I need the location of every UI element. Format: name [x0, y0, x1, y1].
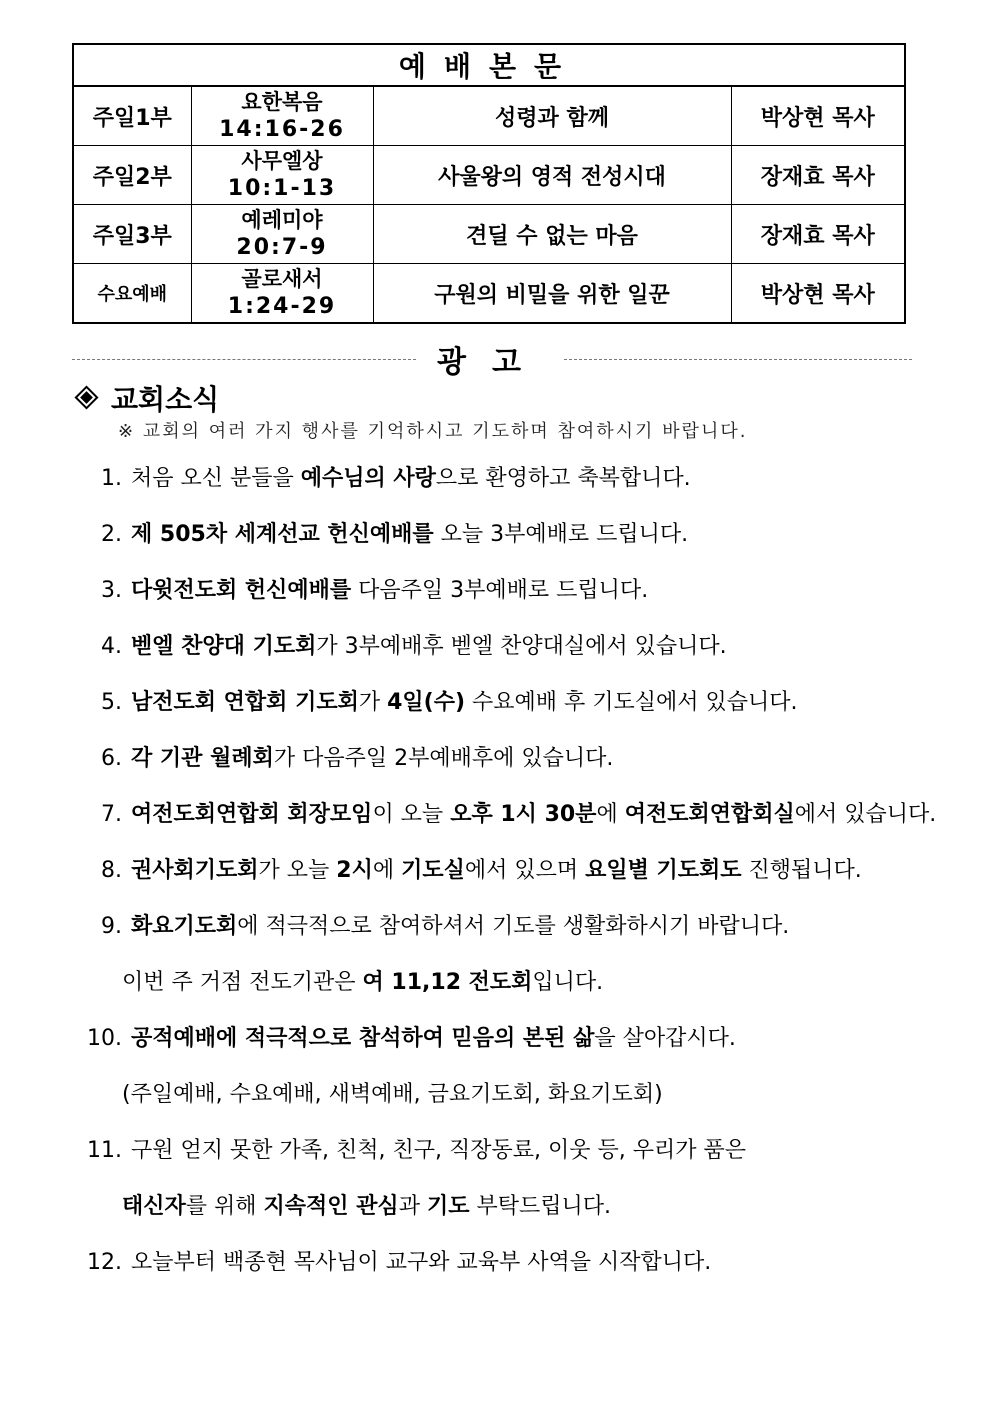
item-text: 입니다. [532, 970, 604, 995]
scripture-ref [191, 146, 373, 205]
item-number: 10. [87, 1026, 122, 1051]
item-text: 이 오늘 [372, 802, 451, 827]
item-number: 7. [101, 802, 122, 827]
item-text: 을 살아갑시다. [594, 1026, 736, 1051]
highlight-text: 공적예배에 적극적으로 참석하여 믿음의 본된 삶 [131, 1026, 595, 1051]
announcement-item [70, 685, 950, 716]
highlight-text: 기도실 [401, 858, 465, 883]
diamond-bullet-icon [75, 386, 99, 410]
scripture-ref [191, 264, 373, 324]
highlight-text: 각 기관 월례회 [131, 746, 274, 771]
scripture-verse: 14:16-26 [219, 117, 345, 142]
highlight-text: 화요기도회 [131, 914, 238, 939]
table-header: 예배본문 [73, 44, 905, 86]
highlight-text: 오후 1시 30분 [450, 802, 597, 827]
item-text: 에 [596, 802, 625, 827]
table-row [73, 86, 905, 146]
sermon-title: 견딜 수 없는 마음 [373, 205, 731, 264]
highlight-text: 기도 [426, 1194, 470, 1219]
announcement-item [122, 1077, 992, 1108]
item-text: 진행됩니다. [741, 858, 862, 883]
highlight-text: 다윗전도회 헌신예배를 [131, 578, 352, 603]
item-text: 에 [372, 858, 402, 883]
announcement-item [122, 1189, 992, 1220]
table-row [73, 205, 905, 264]
item-number: 8. [101, 858, 122, 883]
preacher: 장재효 목사 [731, 205, 905, 264]
scripture-book: 사무엘상 [241, 149, 323, 173]
item-number: 2. [101, 522, 122, 547]
sermon-title: 사울왕의 영적 전성시대 [373, 146, 731, 205]
highlight-text: 예수님의 사랑 [300, 466, 436, 491]
item-number: 6. [101, 746, 122, 771]
service-name: 수요예배 [73, 264, 191, 324]
item-text: 부탁드립니다. [469, 1194, 611, 1219]
section-title: 교회소식 [111, 383, 220, 416]
item-text: 구원 얻지 못한 가족, 친척, 친구, 직장동료, 이웃 등, 우리가 품은 [131, 1138, 746, 1163]
item-text: 다음주일 3부예배로 드립니다. [351, 578, 649, 603]
scripture-verse: 1:24-29 [227, 294, 337, 319]
item-text: 이번 주 거점 전도기관은 [122, 970, 363, 995]
announcement-item [122, 965, 992, 996]
scripture-ref [191, 205, 373, 264]
announcement-item [70, 629, 950, 660]
highlight-text: 벧엘 찬양대 기도회 [131, 634, 317, 659]
announcement-item [70, 573, 950, 604]
item-number: 11. [87, 1138, 122, 1163]
section-heading [75, 378, 219, 418]
highlight-text: 태신자 [122, 1194, 186, 1219]
item-number: 1. [101, 466, 122, 491]
item-text: 가 3부예배후 벧엘 찬양대실에서 있습니다. [316, 634, 727, 659]
item-number: 12. [87, 1250, 122, 1275]
item-text: 오늘 3부예배로 드립니다. [433, 522, 689, 547]
highlight-text: 제 505차 세계선교 헌신예배를 [131, 522, 434, 547]
item-text: 가 오늘 [258, 858, 337, 883]
item-text: 가 [358, 690, 388, 715]
item-text: 으로 환영하고 축복합니다. [435, 466, 691, 491]
scripture-book: 골로새서 [241, 267, 323, 291]
section-note: ※ 교회의 여러 가지 행사를 기억하시고 기도하며 참여하시기 바랍니다. [118, 421, 748, 442]
preacher: 장재효 목사 [731, 146, 905, 205]
preacher: 박상현 목사 [731, 264, 905, 324]
preacher: 박상현 목사 [731, 86, 905, 146]
announcement-item [70, 741, 950, 772]
sermon-title: 구원의 비밀을 위한 일꾼 [373, 264, 731, 324]
highlight-text: 4일(수) [387, 690, 466, 715]
item-text: 오늘부터 백종현 목사님이 교구와 교육부 사역을 시작합니다. [131, 1250, 712, 1275]
table-row [73, 146, 905, 205]
announcement-item [70, 909, 950, 940]
item-text: 에서 있습니다. [794, 802, 937, 827]
highlight-text: 권사회기도회 [131, 858, 259, 883]
table-row [73, 264, 905, 324]
highlight-text: 남전도회 연합회 기도회 [131, 690, 359, 715]
scripture-book: 요한복음 [241, 90, 323, 114]
item-number: 4. [101, 634, 122, 659]
worship-scripture-table [72, 43, 906, 324]
announcement-item [70, 517, 950, 548]
scripture-verse: 10:1-13 [227, 176, 337, 201]
service-name: 주일3부 [73, 205, 191, 264]
item-number: 3. [101, 578, 122, 603]
highlight-text: 여전도회연합회 회장모임 [131, 802, 373, 827]
service-name: 주일1부 [73, 86, 191, 146]
announcements-title: 광고 [437, 345, 547, 380]
item-text: 수요예배 후 기도실에서 있습니다. [465, 690, 798, 715]
highlight-text: 2시 [336, 858, 373, 883]
item-text: 처음 오신 분들을 [131, 466, 301, 491]
announcement-item [70, 853, 950, 884]
announcement-item [70, 1245, 950, 1276]
highlight-text: 여전도회연합회실 [624, 802, 795, 827]
item-text: 가 다음주일 2부예배후에 있습니다. [273, 746, 614, 771]
item-text: 를 위해 [185, 1194, 264, 1219]
announcement-item [70, 1021, 950, 1052]
divider [72, 359, 416, 360]
item-text: (주일예배, 수요예배, 새벽예배, 금요기도회, 화요기도회) [122, 1082, 663, 1107]
item-text: 에서 있으며 [464, 858, 586, 883]
announcements-header [72, 337, 912, 380]
highlight-text: 여 11,12 전도회 [362, 970, 533, 995]
item-text: 과 [398, 1194, 427, 1219]
announcement-item [70, 461, 950, 492]
highlight-text: 요일별 기도회도 [585, 858, 742, 883]
service-name: 주일2부 [73, 146, 191, 205]
item-text: 에 적극적으로 참여하셔서 기도를 생활화하시기 바랍니다. [237, 914, 790, 939]
divider [564, 359, 912, 360]
announcement-item [70, 1133, 950, 1164]
scripture-book: 예레미야 [241, 208, 323, 232]
announcement-item [70, 797, 950, 828]
highlight-text: 지속적인 관심 [263, 1194, 399, 1219]
scripture-ref [191, 86, 373, 146]
sermon-title: 성령과 함께 [373, 86, 731, 146]
item-number: 9. [101, 914, 122, 939]
item-number: 5. [101, 690, 122, 715]
scripture-verse: 20:7-9 [236, 235, 328, 260]
